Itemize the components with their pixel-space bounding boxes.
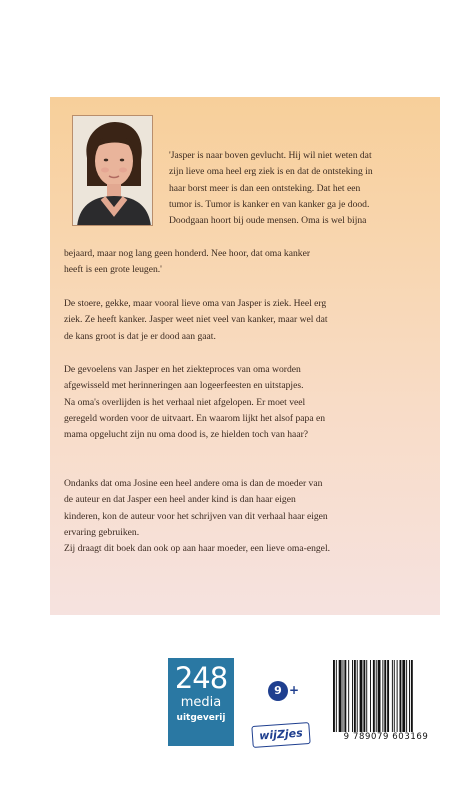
text-line: ervaring gebruiken.: [64, 526, 140, 538]
barcode-number: 9 789079 603169: [331, 732, 441, 742]
text-line: kinderen, kon de auteur voor het schrijven van dit verhaal haar eigen: [64, 510, 328, 522]
publisher-logo-number: 248: [174, 661, 228, 695]
author-photo: [72, 115, 153, 226]
text-line: tumor is. Tumor is kanker en van kanker ga je dood.: [169, 198, 370, 210]
publisher-logo-media: media: [180, 695, 222, 710]
text-line: geregeld worden voor de uitvaart. En waarom lijkt het alsof papa en: [64, 412, 326, 424]
text-line: zijn lieve oma heel erg ziek is en dat de ontsteking in: [169, 166, 373, 178]
text-line: 'Jasper is naar boven gevlucht. Hij wil niet weten dat: [169, 150, 372, 161]
text-line: de auteur en dat Jasper een heel ander kind is dan haar eigen: [64, 494, 296, 506]
text-line: de kans groot is dat je er dood aan gaat.: [64, 330, 216, 342]
paragraph-illness: [64, 296, 430, 345]
intro-quote-continued: [64, 246, 430, 279]
intro-quote-right: [169, 148, 431, 229]
series-logo: wijZjes: [251, 722, 310, 748]
text-line: mama opgelucht zijn nu oma dood is, ze hielden toch van haar?: [64, 429, 309, 441]
text-line: Doodgaan hoort bij oude mensen. Oma is wel bijna: [169, 215, 367, 227]
text-line: De stoere, gekke, maar vooral lieve oma van Jasper is ziek. Heel erg: [64, 298, 327, 309]
text-line: afgewisseld met herinneringen aan logeerfeesten en uitstapjes.: [64, 380, 304, 392]
text-line: De gevoelens van Jasper en het ziekteproces van oma worden: [64, 364, 301, 375]
text-line: haar borst meer is dan een ontsteking. Dat het een: [169, 182, 361, 194]
text-line: Zij draagt dit boek dan ook op aan haar moeder, een lieve oma-engel.: [64, 543, 331, 555]
text-line: ziek. Ze heeft kanker. Jasper weet niet veel van kanker, maar wel dat: [64, 314, 328, 326]
paragraph-dedication: [64, 476, 430, 557]
publisher-logo: [168, 658, 234, 746]
age-badge-plus: +: [289, 683, 300, 697]
age-badge: 9: [268, 681, 288, 701]
text-line: heeft is een grote leugen.': [64, 264, 162, 276]
text-line: Ondanks dat oma Josine een heel andere oma is dan de moeder van: [64, 478, 323, 489]
paragraph-story: [64, 362, 430, 443]
text-line: bejaard, maar nog lang geen honderd. Nee hoor, dat oma kanker: [64, 248, 311, 259]
publisher-logo-uitgeverij: uitgeverij: [176, 713, 226, 723]
text-line: Na oma's overlijden is het verhaal niet afgelopen. Er moet veel: [64, 396, 306, 408]
